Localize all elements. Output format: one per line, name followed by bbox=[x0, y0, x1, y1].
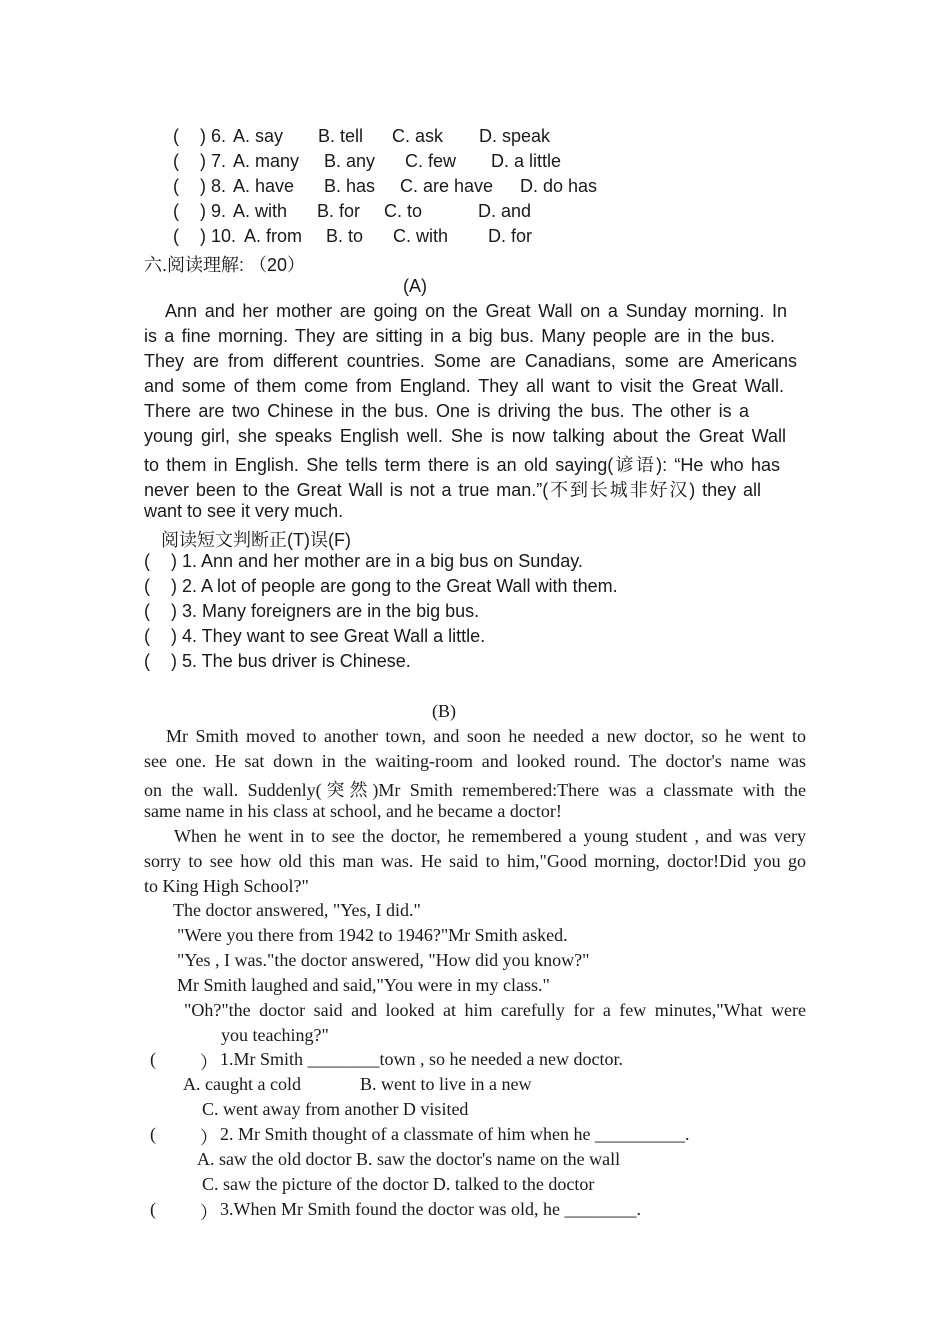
passage-line: When he went in to see the doctor, he remembered a young student , and was very bbox=[174, 826, 806, 846]
option-b: B. any bbox=[324, 151, 376, 171]
answer-paren[interactable]: ( bbox=[173, 151, 179, 171]
passage-line: to King High School?" bbox=[144, 876, 309, 896]
passage-line: They are from different countries. Some are Canadians, some are Americans bbox=[144, 351, 797, 371]
item-number: ) 8. bbox=[200, 176, 227, 196]
cloze-item-6 bbox=[0, 126, 700, 148]
dialogue-line: you teaching?" bbox=[221, 1025, 329, 1045]
passage-line: and some of them come from England. They all want to visit the Great Wall. bbox=[144, 376, 784, 396]
option-c: C. with bbox=[393, 226, 449, 246]
mc-question-2-options-cd: C. saw the picture of the doctor D. talked to the doctor bbox=[202, 1174, 595, 1194]
option-a: A. caught a cold bbox=[183, 1074, 301, 1094]
option-a: A. say bbox=[233, 126, 284, 146]
option-c: C. to bbox=[384, 201, 423, 221]
option-d: D. speak bbox=[479, 126, 551, 146]
cloze-item-9 bbox=[0, 201, 700, 223]
option-d: D. do has bbox=[520, 176, 598, 196]
question-text: 2. Mr Smith thought of a classmate of him when he __________. bbox=[220, 1124, 690, 1144]
passage-line: There are two Chinese in the bus. One is driving the bus. The other is a bbox=[144, 401, 749, 421]
question-text: ) 3. Many foreigners are in the big bus. bbox=[171, 601, 480, 621]
option-b: B. for bbox=[317, 201, 361, 221]
passage-line: young girl, she speaks English well. She is now talking about the Great Wall bbox=[144, 426, 786, 446]
tf-question-1 bbox=[0, 551, 700, 573]
passage-line: Ann and her mother are going on the Great Wall on a Sunday morning. In bbox=[165, 301, 787, 321]
option-d: D. and bbox=[478, 201, 532, 221]
mc-question-2-options-ab: A. saw the old doctor B. saw the doctor's name on the wall bbox=[197, 1149, 621, 1169]
dialogue-line: "Were you there from 1942 to 1946?"Mr Smith asked. bbox=[177, 925, 568, 945]
passage-line: want to see it very much. bbox=[144, 501, 344, 521]
tf-instruction: 阅读短文判断正(T)误(F) bbox=[161, 530, 351, 550]
option-b: B. went to live in a new bbox=[360, 1074, 532, 1094]
dialogue-line: "Oh?"the doctor said and looked at him carefully for a few minutes,"What were bbox=[184, 1000, 806, 1020]
passage-b-title: (B) bbox=[432, 701, 456, 721]
answer-paren-close: ） bbox=[200, 1053, 218, 1073]
answer-paren[interactable]: ( bbox=[173, 226, 179, 246]
tf-question-5 bbox=[0, 651, 700, 673]
dialogue-line: The doctor answered, "Yes, I did." bbox=[173, 900, 421, 920]
tf-question-3 bbox=[0, 601, 700, 623]
passage-line: sorry to see how old this man was. He said to him,"Good morning, doctor!Did you go bbox=[144, 851, 806, 871]
mc-question-3 bbox=[0, 1199, 700, 1221]
option-c: C. are have bbox=[400, 176, 494, 196]
passage-a-title: (A) bbox=[403, 276, 427, 296]
item-number: ) 6. bbox=[200, 126, 227, 146]
question-text: ) 4. They want to see Great Wall a little. bbox=[171, 626, 486, 646]
dialogue-line: Mr Smith laughed and said,"You were in my class." bbox=[177, 975, 550, 995]
item-number: ) 10. bbox=[200, 226, 237, 246]
answer-paren-close: ） bbox=[200, 1203, 218, 1223]
passage-line: on the wall. Suddenly(突然)Mr Smith remembered:There was a classmate with the bbox=[144, 780, 806, 800]
passage-line: see one. He sat down in the waiting-room and looked round. The doctor's name was bbox=[144, 751, 806, 771]
cloze-item-7 bbox=[0, 151, 700, 173]
option-c: C. few bbox=[405, 151, 457, 171]
answer-paren-close: ） bbox=[200, 1128, 218, 1148]
option-d: D. a little bbox=[491, 151, 562, 171]
tf-question-4 bbox=[0, 626, 700, 648]
option-a: A. many bbox=[233, 151, 300, 171]
answer-paren[interactable]: ( bbox=[173, 176, 179, 196]
item-number: ) 7. bbox=[200, 151, 227, 171]
question-text: ) 5. The bus driver is Chinese. bbox=[171, 651, 411, 671]
section-heading: 六.阅读理解: （20） bbox=[144, 255, 306, 275]
option-c: C. ask bbox=[392, 126, 444, 146]
option-a: A. with bbox=[233, 201, 288, 221]
answer-paren[interactable]: ( bbox=[150, 1199, 156, 1219]
option-a: A. from bbox=[244, 226, 303, 246]
dialogue-line: "Yes , I was."the doctor answered, "How did you know?" bbox=[177, 950, 590, 970]
answer-paren[interactable]: ( bbox=[144, 651, 150, 671]
answer-paren[interactable]: ( bbox=[173, 126, 179, 146]
passage-line: Mr Smith moved to another town, and soon he needed a new doctor, so he went to bbox=[166, 726, 806, 746]
option-d: D. for bbox=[488, 226, 533, 246]
option-a: A. have bbox=[233, 176, 295, 196]
answer-paren[interactable]: ( bbox=[173, 201, 179, 221]
answer-paren[interactable]: ( bbox=[150, 1049, 156, 1069]
question-text: ) 2. A lot of people are gong to the Great Wall with them. bbox=[171, 576, 618, 596]
answer-paren[interactable]: ( bbox=[144, 626, 150, 646]
passage-line: never been to the Great Wall is not a true man.”(不到长城非好汉) they all bbox=[144, 480, 761, 500]
mc-question-2 bbox=[0, 1124, 750, 1146]
cloze-item-8 bbox=[0, 176, 700, 198]
passage-line: same name in his class at school, and he became a doctor! bbox=[144, 801, 562, 821]
answer-paren[interactable]: ( bbox=[144, 576, 150, 596]
question-text: 3.When Mr Smith found the doctor was old, he ________. bbox=[220, 1199, 641, 1219]
mc-question-1-options-cd: C. went away from another D visited bbox=[202, 1099, 469, 1119]
tf-question-2 bbox=[0, 576, 700, 598]
question-text: ) 1. Ann and her mother are in a big bus on Sunday. bbox=[171, 551, 583, 571]
mc-question-1-options bbox=[0, 1074, 700, 1096]
answer-paren[interactable]: ( bbox=[144, 601, 150, 621]
answer-paren[interactable]: ( bbox=[144, 551, 150, 571]
passage-line: is a fine morning. They are sitting in a big bus. Many people are in the bus. bbox=[144, 326, 775, 346]
answer-paren[interactable]: ( bbox=[150, 1124, 156, 1144]
item-number: ) 9. bbox=[200, 201, 227, 221]
mc-question-1 bbox=[0, 1049, 700, 1071]
passage-line: to them in English. She tells term there is an old saying(谚语): “He who has bbox=[144, 455, 780, 475]
option-b: B. to bbox=[326, 226, 364, 246]
option-b: B. has bbox=[324, 176, 376, 196]
cloze-item-10 bbox=[0, 226, 700, 248]
option-b: B. tell bbox=[318, 126, 364, 146]
question-text: 1.Mr Smith ________town , so he needed a new doctor. bbox=[220, 1049, 623, 1069]
